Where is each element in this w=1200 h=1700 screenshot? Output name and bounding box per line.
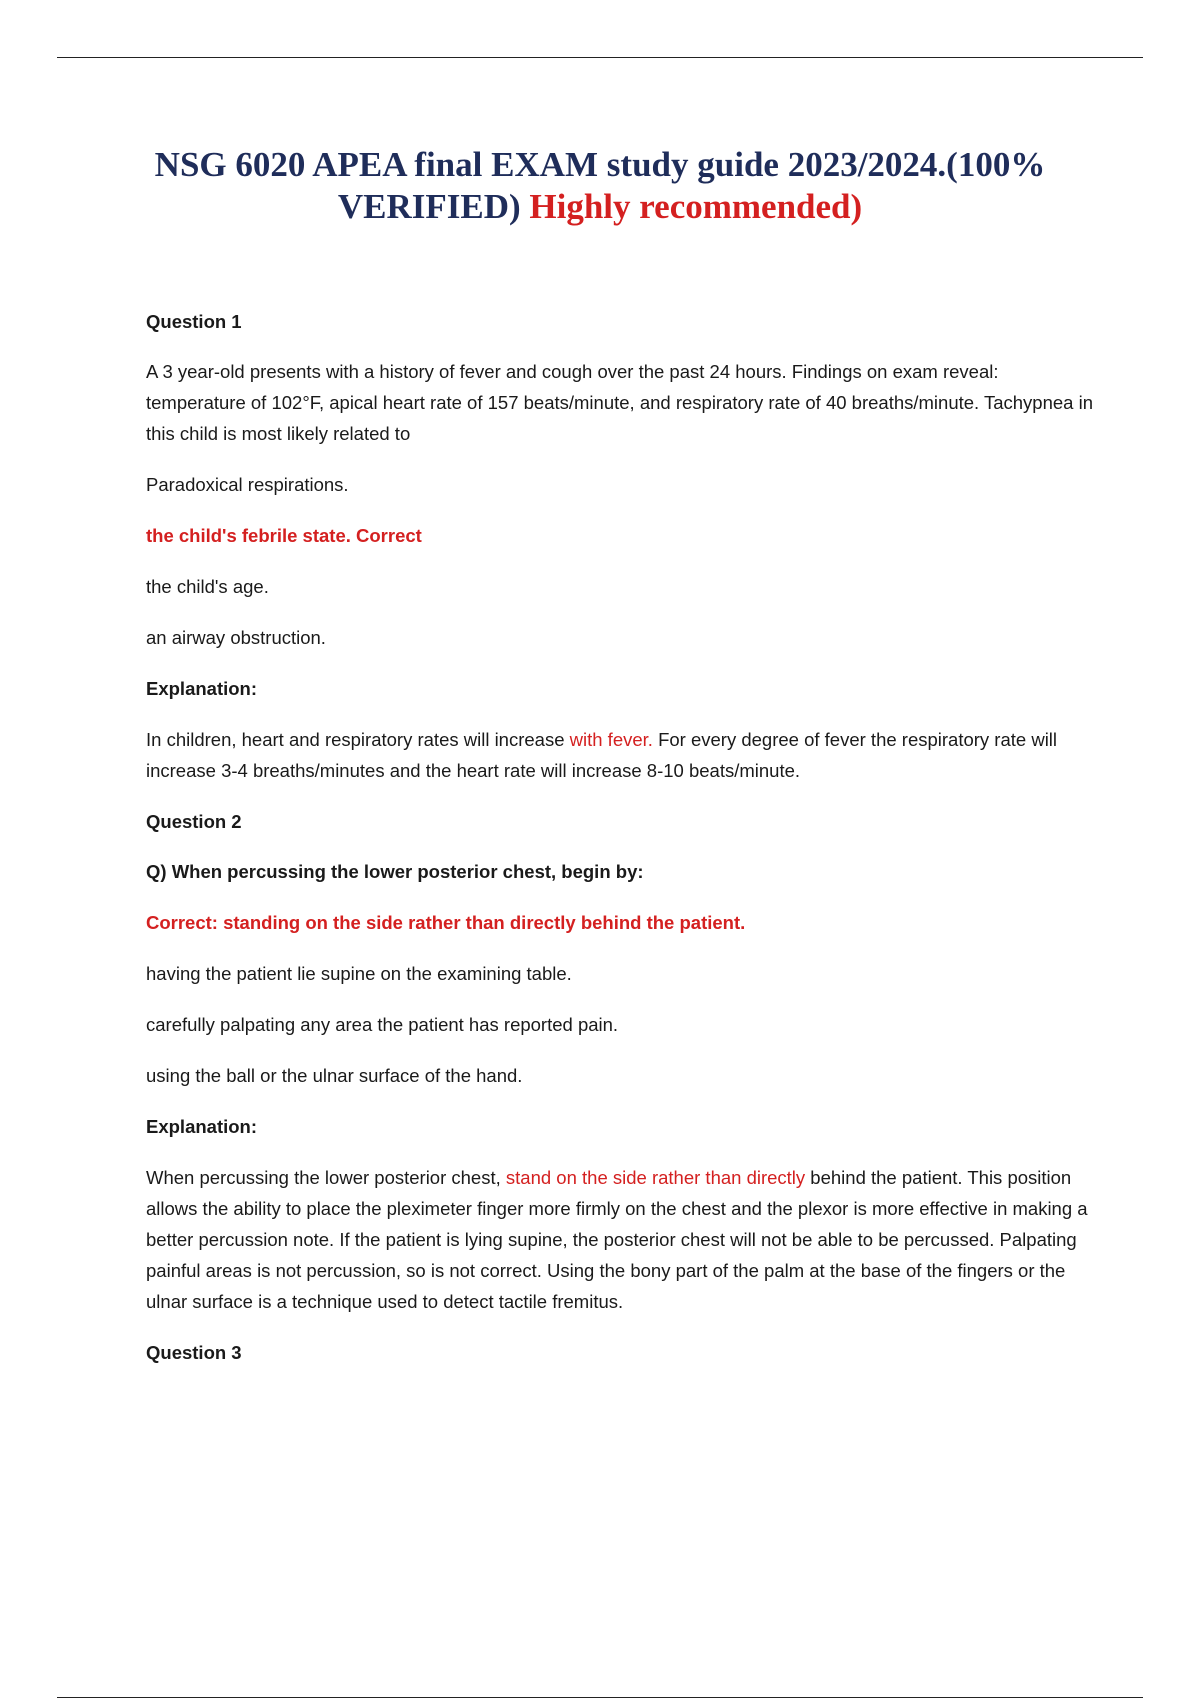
question-1-option-b-correct: the child's febrile state. Correct [146,525,422,546]
explanation-highlight: stand on the side rather than directly [505,1167,806,1188]
question-2-option-d: using the ball or the ulnar surface of the hand. [146,1065,523,1086]
explanation-text: For every degree of fever the respiratory rate will increase 3-4 breaths/minutes and the heart rate will increase 8-10 beats/minute. [146,729,1058,781]
question-1-explanation-label: Explanation: [146,678,258,699]
document-title [100,144,1100,228]
question-2-option-a-correct: Correct: standing on the side rather than directly behind the patient. [146,912,746,933]
question-1-heading: Question 1 [146,311,242,332]
question-1-explanation [146,724,1096,786]
question-2-explanation [146,1162,1096,1317]
title-highlight: Highly recommended) [529,187,863,226]
title-main: NSG 6020 APEA final EXAM study guide 2023/2024.(100% VERIFIED) [154,145,1046,226]
question-1-option-a: Paradoxical respirations. [146,474,349,495]
question-1-stem: A 3 year-old presents with a history of fever and cough over the past 24 hours. Findings on exam reveal: temperature of 102°F, apical heart rate of 157 beats/minute, and respiratory rate of 40 breaths/minute. Tachypnea in this child is most likely related to [146,361,1094,444]
explanation-highlight: with fever. [569,729,653,750]
top-divider [57,57,1143,58]
question-2-option-c: carefully palpating any area the patient has reported pain. [146,1014,619,1035]
question-1-option-d: an airway obstruction. [146,627,326,648]
explanation-text: behind the patient. This position allows the ability to place the pleximeter finger more firmly on the chest and the plexor is more effective in making a better percussion note. If the patient is lying supine, the posterior chest will not be able to be percussed. Palpating painful areas is not percussion, so is not correct. Using the bony part of the palm at the base of the fingers or the ulnar surface is a technique used to detect tactile fremitus. [146,1167,1088,1312]
question-1-option-c: the child's age. [146,576,269,597]
explanation-text: In children, heart and respiratory rates will increase [146,729,570,750]
explanation-text: When percussing the lower posterior chest, [146,1167,506,1188]
question-2-stem: Q) When percussing the lower posterior chest, begin by: [146,861,644,882]
document-body [146,306,1096,1388]
question-3-heading: Question 3 [146,1342,242,1363]
question-2-heading: Question 2 [146,811,242,832]
question-2-explanation-label: Explanation: [146,1116,258,1137]
bottom-divider [57,1697,1143,1698]
question-2-option-b: having the patient lie supine on the examining table. [146,963,572,984]
